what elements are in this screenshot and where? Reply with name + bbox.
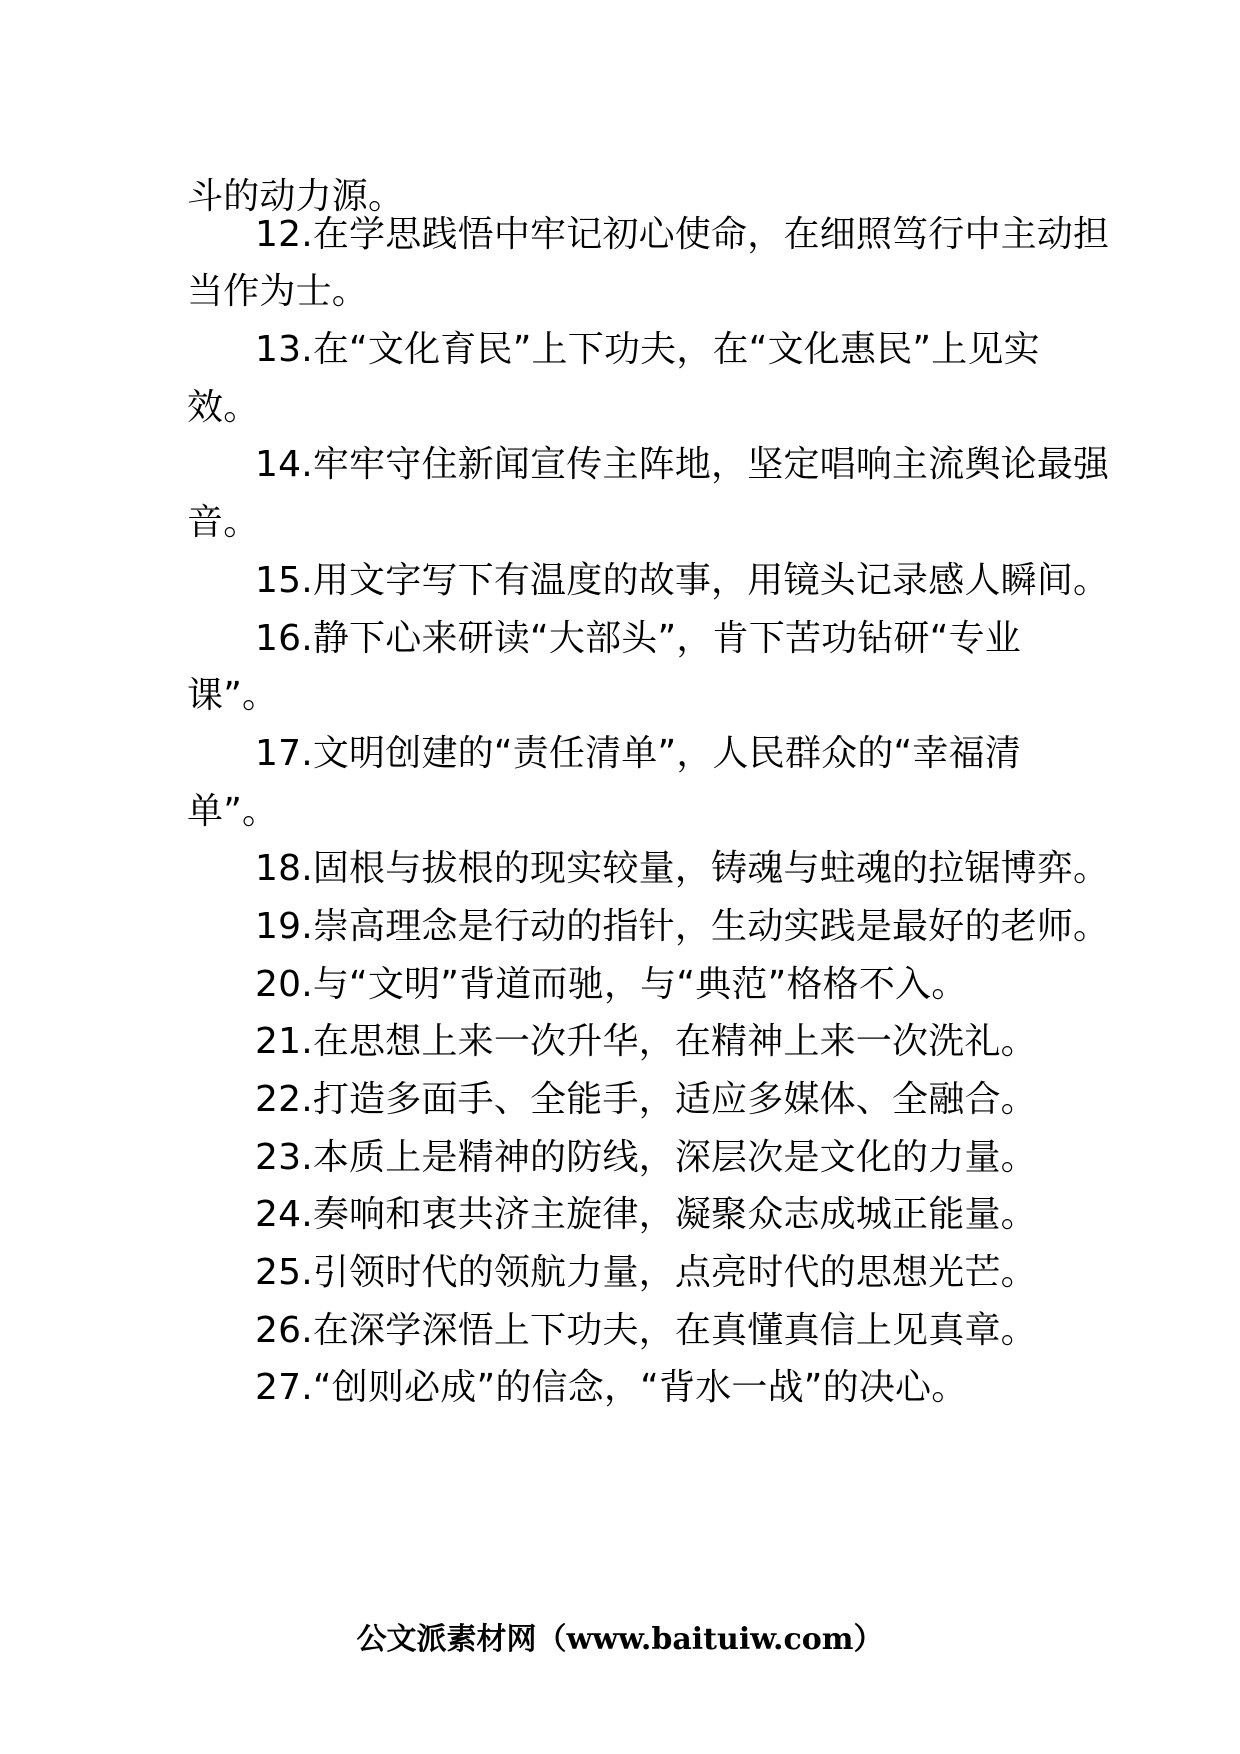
list-item-14: 14.牢牢守住新闻宣传主阵地，坚定唱响主流舆论最强 xyxy=(255,444,1110,485)
list-item-16: 16.静下心来研读“大部头”，肯下苦功钻研“专业 xyxy=(255,618,1022,659)
list-item-20: 20.与“文明”背道而驰，与“典范”格格不入。 xyxy=(255,964,968,1005)
list-item-17: 17.文明创建的“责任清单”，人民群众的“幸福清 xyxy=(255,733,1022,774)
list-item-27: 27.“创则必成”的信念，“背水一战”的决心。 xyxy=(255,1367,968,1408)
page-footer: 公文派素材网（www.baituiw.com） xyxy=(356,1622,884,1657)
text-line: 当作为士。 xyxy=(187,271,369,312)
list-item-13: 13.在“文化育民”上下功夫，在“文化惠民”上见实 xyxy=(255,329,1040,370)
list-item-12: 12.在学思践悟中牢记初心使命，在细照笃行中主动担 xyxy=(255,214,1110,255)
list-item-26: 26.在深学深悟上下功夫，在真懂真信上见真章。 xyxy=(255,1310,1037,1351)
list-item-21: 21.在思想上来一次升华，在精神上来一次洗礼。 xyxy=(255,1021,1037,1062)
text-line: 斗的动力源。 xyxy=(187,176,405,217)
text-line: 单”。 xyxy=(187,791,279,832)
list-item-23: 23.本质上是精神的防线，深层次是文化的力量。 xyxy=(255,1137,1037,1178)
list-item-18: 18.固根与拔根的现实较量，铸魂与蛀魂的拉锯博弈。 xyxy=(255,848,1110,889)
list-item-15: 15.用文字写下有温度的故事，用镜头记录感人瞬间。 xyxy=(255,560,1110,601)
list-item-24: 24.奏响和衷共济主旋律，凝聚众志成城正能量。 xyxy=(255,1194,1037,1235)
list-item-19: 19.崇高理念是行动的指针，生动实践是最好的老师。 xyxy=(255,906,1110,947)
text-line: 效。 xyxy=(187,387,260,428)
text-line: 音。 xyxy=(187,502,260,543)
list-item-22: 22.打造多面手、全能手，适应多媒体、全融合。 xyxy=(255,1079,1037,1120)
list-item-25: 25.引领时代的领航力量，点亮时代的思想光芒。 xyxy=(255,1252,1037,1293)
text-line: 课”。 xyxy=(187,675,279,716)
